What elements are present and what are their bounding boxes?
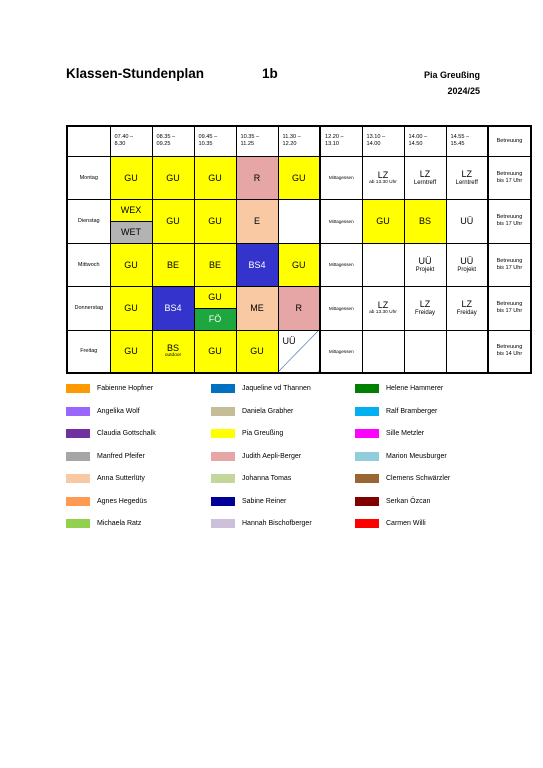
- day-label: Montag: [67, 156, 110, 199]
- lesson-subject: LZ: [461, 299, 472, 309]
- betreuung-line: Betreuung: [496, 344, 523, 351]
- period-start: 13.10 –: [366, 134, 386, 141]
- lesson-subject: UÜ: [460, 255, 474, 266]
- legend-label: Judith Aepli-Berger: [242, 452, 302, 460]
- legend-label: Carmen Willi: [386, 520, 426, 527]
- afternoon-cell: [404, 199, 446, 243]
- period-start: 11.30 –: [282, 134, 301, 141]
- legend-label: Agnes Hegedüs: [97, 497, 147, 505]
- betreuung-line: Betreuung: [496, 301, 523, 307]
- betreuung-line: Betreuung: [496, 214, 523, 220]
- betreuung-line: bis 17 Uhr: [496, 264, 523, 271]
- lesson-subject: UÜ: [460, 216, 474, 226]
- afternoon-cell: [362, 243, 404, 286]
- period-header: [278, 126, 320, 156]
- class-name: 1b: [262, 66, 278, 81]
- lesson-cell: [194, 330, 236, 373]
- lesson-note: Projekt: [457, 266, 477, 273]
- betreuung-cell: [488, 330, 531, 373]
- lesson-cell: [236, 243, 278, 286]
- period-end: 13.10: [325, 141, 339, 148]
- betreuung-header: [488, 126, 531, 156]
- afternoon-cell: [404, 286, 446, 330]
- legend-swatch: [355, 519, 379, 528]
- day-label: Mittwoch: [67, 243, 110, 286]
- lesson-note: Lerntreff: [455, 179, 478, 186]
- legend-label: Angelika Wolf: [97, 407, 140, 415]
- split-lesson: [111, 200, 152, 243]
- period-end: 11.25: [240, 141, 255, 148]
- afternoon-cell: [362, 156, 404, 199]
- teacher-name: Pia Greußing: [423, 70, 480, 80]
- betreuung-line: Betreuung: [496, 257, 523, 264]
- split-lesson: [195, 287, 236, 330]
- lesson-cell: [236, 330, 278, 373]
- lesson-cell: [194, 243, 236, 286]
- afternoon-period-header: [446, 126, 488, 156]
- afternoon-cell: [362, 330, 404, 373]
- lesson-subject: BS4: [248, 259, 266, 270]
- lesson-cell: [152, 330, 194, 373]
- period-start: 14.00 –: [408, 134, 428, 141]
- day-label: Donnerstag: [67, 286, 110, 330]
- lesson-subject: GU: [208, 172, 222, 183]
- lesson-cell: [110, 156, 152, 199]
- lesson-note: Freiday: [456, 310, 477, 316]
- legend-label: Marion Meusburger: [386, 452, 447, 460]
- lesson-subject: LZ: [461, 168, 472, 179]
- betreuung-line: Betreuung: [496, 170, 523, 177]
- legend-label: Michaela Ratz: [97, 520, 142, 527]
- lesson-subject: BE: [208, 259, 221, 270]
- period-start: 07.40 –: [114, 134, 134, 141]
- period-start: 12.20 –: [325, 134, 344, 141]
- legend-label: Serkan Özcan: [386, 497, 431, 505]
- afternoon-period-header: [362, 126, 404, 156]
- lesson-subject: R: [295, 303, 302, 313]
- period-header: [152, 126, 194, 156]
- legend-label: Anna Sutterlüty: [97, 475, 145, 482]
- period-header: [110, 126, 152, 156]
- legend-label: Fabienne Hopfner: [97, 385, 154, 392]
- day-row: [67, 199, 531, 243]
- period-header: [236, 126, 278, 156]
- lesson-top: GU: [195, 287, 236, 308]
- lesson-subject: GU: [124, 259, 138, 270]
- lesson-subject: GU: [376, 216, 390, 226]
- lesson-cell: [110, 330, 152, 373]
- legend-label: Daniela Grabher: [242, 407, 294, 415]
- afternoon-period-header: [404, 126, 446, 156]
- afternoon-cell: [446, 286, 488, 330]
- legend-label: Jaqueline vd Thannen: [242, 385, 311, 392]
- legend-swatch: [355, 384, 379, 393]
- period-end: 09.25: [156, 141, 171, 148]
- legend-swatch: [211, 429, 235, 438]
- betreuung-line: bis 14 Uhr: [496, 351, 523, 358]
- lesson-subject: GU: [208, 346, 222, 357]
- lesson-subject: GU: [166, 216, 180, 226]
- lesson-note: Lerntreff: [413, 179, 437, 186]
- afternoon-cell: [362, 286, 404, 330]
- legend-label: Helene Hammerer: [386, 385, 444, 392]
- afternoon-cell: [446, 330, 488, 373]
- lesson-cell: [110, 199, 152, 243]
- legend-swatch: [66, 384, 90, 393]
- betreuung-line: bis 17 Uhr: [496, 177, 523, 184]
- legend-swatch: [66, 452, 90, 461]
- legend-label: Manfred Pfeifer: [97, 452, 145, 460]
- afternoon-cell: [404, 330, 446, 373]
- lesson-subject: LZ: [377, 300, 389, 310]
- day-row: [67, 243, 531, 286]
- lesson-cell: [152, 286, 194, 330]
- legend-swatch: [211, 384, 235, 393]
- lesson-note: ab 13.30 Uhr: [369, 310, 397, 315]
- lunch-period-header: [320, 126, 362, 156]
- lesson-subject: BS: [418, 216, 431, 226]
- lesson-subject: BS4: [164, 303, 182, 313]
- legend-label: Johanna Tomas: [242, 475, 292, 482]
- lesson-subject: GU: [166, 172, 180, 183]
- lunch-cell: Mittagessen: [320, 156, 362, 199]
- period-end: 14.50: [408, 141, 423, 148]
- lesson-subject: GU: [124, 346, 138, 357]
- lesson-subject: R: [253, 172, 261, 183]
- afternoon-cell: [446, 199, 488, 243]
- legend-swatch: [211, 407, 235, 416]
- legend-swatch: [66, 474, 90, 483]
- lesson-cell: [278, 156, 320, 199]
- lesson-top: WEX: [111, 200, 152, 221]
- lesson-bottom: FÖ: [195, 308, 236, 330]
- lunch-cell: Mittagessen: [320, 199, 362, 243]
- period-end: 10.35: [198, 141, 213, 148]
- afternoon-cell: [404, 243, 446, 286]
- lesson-subject: LZ: [419, 168, 431, 179]
- lesson-subject: GU: [208, 216, 222, 226]
- lesson-cell: [278, 286, 320, 330]
- legend-label: Claudia Gottschalk: [97, 430, 156, 437]
- legend-label: Sille Metzler: [386, 430, 425, 437]
- lesson-subject: E: [253, 216, 260, 226]
- legend-swatch: [211, 497, 235, 506]
- header-row: [67, 126, 531, 156]
- lesson-cell: [152, 243, 194, 286]
- lesson-subject: LZ: [377, 169, 389, 180]
- period-start: 08.35 –: [156, 134, 176, 141]
- lesson-cell: [152, 199, 194, 243]
- lesson-cell: [236, 156, 278, 199]
- afternoon-cell: [362, 199, 404, 243]
- lesson-cell: [194, 286, 236, 330]
- lesson-subject: GU: [124, 303, 138, 313]
- lesson-cell: [194, 156, 236, 199]
- lesson-cell: [152, 156, 194, 199]
- legend-swatch: [355, 429, 379, 438]
- afternoon-cell: [446, 243, 488, 286]
- lesson-cell: [236, 286, 278, 330]
- betreuung-cell: [488, 243, 531, 286]
- lunch-cell: Mittagessen: [320, 243, 362, 286]
- legend-swatch: [355, 407, 379, 416]
- lesson-note: Projekt: [415, 266, 435, 273]
- day-label: Freitag: [67, 330, 110, 373]
- lunch-cell: Mittagessen: [320, 330, 362, 373]
- legend-swatch: [66, 519, 90, 528]
- lesson-cell: [278, 243, 320, 286]
- lesson-subject: UÜ: [282, 335, 296, 346]
- day-row: [67, 286, 531, 330]
- betreuung-cell: [488, 199, 531, 243]
- legend-swatch: [211, 519, 235, 528]
- lesson-cell: [110, 243, 152, 286]
- school-year: 2024/25: [447, 86, 480, 96]
- afternoon-cell: [446, 156, 488, 199]
- lesson-bottom: WET: [111, 221, 152, 243]
- lesson-subject: GU: [250, 346, 264, 357]
- period-header: [194, 126, 236, 156]
- period-end: 15.45: [450, 141, 465, 148]
- lesson-note: ab 13.30 Uhr: [369, 179, 397, 185]
- lesson-note: Freiday: [414, 310, 435, 316]
- betreuung-line: bis 17 Uhr: [496, 308, 523, 314]
- lesson-subject: GU: [292, 172, 306, 183]
- page-title: Klassen-Stundenplan: [66, 66, 205, 81]
- legend-label: Clemens Schwärzler: [386, 475, 451, 482]
- day-row: [67, 330, 531, 373]
- legend-swatch: [66, 407, 90, 416]
- legend-swatch: [66, 429, 90, 438]
- lesson-subject: BE: [166, 259, 179, 270]
- lesson-subject: GU: [124, 172, 138, 183]
- lesson-subject: BS: [166, 343, 179, 354]
- lesson-subject: UÜ: [418, 255, 432, 266]
- legend-swatch: [355, 452, 379, 461]
- legend-label: Pia Greußing: [242, 430, 284, 437]
- afternoon-cell: [404, 156, 446, 199]
- period-end: 14.00: [366, 141, 381, 148]
- period-end: 12.20: [282, 141, 297, 148]
- period-start: 09.45 –: [198, 134, 218, 141]
- legend-swatch: [355, 474, 379, 483]
- legend-label: Sabine Reiner: [242, 497, 287, 505]
- betreuung-line: bis 17 Uhr: [496, 221, 523, 227]
- lesson-subject: ME: [250, 303, 264, 313]
- legend-swatch: [66, 497, 90, 506]
- betreuung-cell: [488, 286, 531, 330]
- legend-swatch: [355, 497, 379, 506]
- day-label: Dienstag: [67, 199, 110, 243]
- lesson-note: outdoor: [164, 353, 182, 359]
- lesson-subject: LZ: [419, 299, 431, 309]
- lesson-subject: GU: [292, 259, 306, 270]
- period-start: 10.35 –: [240, 134, 260, 141]
- day-row: [67, 156, 531, 199]
- lunch-cell: Mittagessen: [320, 286, 362, 330]
- legend-swatch: [211, 452, 235, 461]
- timetable: [66, 125, 532, 374]
- lesson-cell: [278, 199, 320, 243]
- period-end: 8.30: [114, 141, 126, 148]
- betreuung-cell: [488, 156, 531, 199]
- lesson-cell: [110, 286, 152, 330]
- legend-label: Ralf Bramberger: [386, 407, 438, 415]
- lesson-cell: [236, 199, 278, 243]
- legend-swatch: [211, 474, 235, 483]
- corner-cell: [67, 126, 110, 156]
- betreuung-header-label: Betreuung: [496, 137, 523, 144]
- period-start: 14.55 –: [450, 134, 470, 141]
- lesson-cell: [194, 199, 236, 243]
- lesson-cell: [278, 330, 320, 373]
- legend-label: Hannah Bischofberger: [242, 520, 312, 527]
